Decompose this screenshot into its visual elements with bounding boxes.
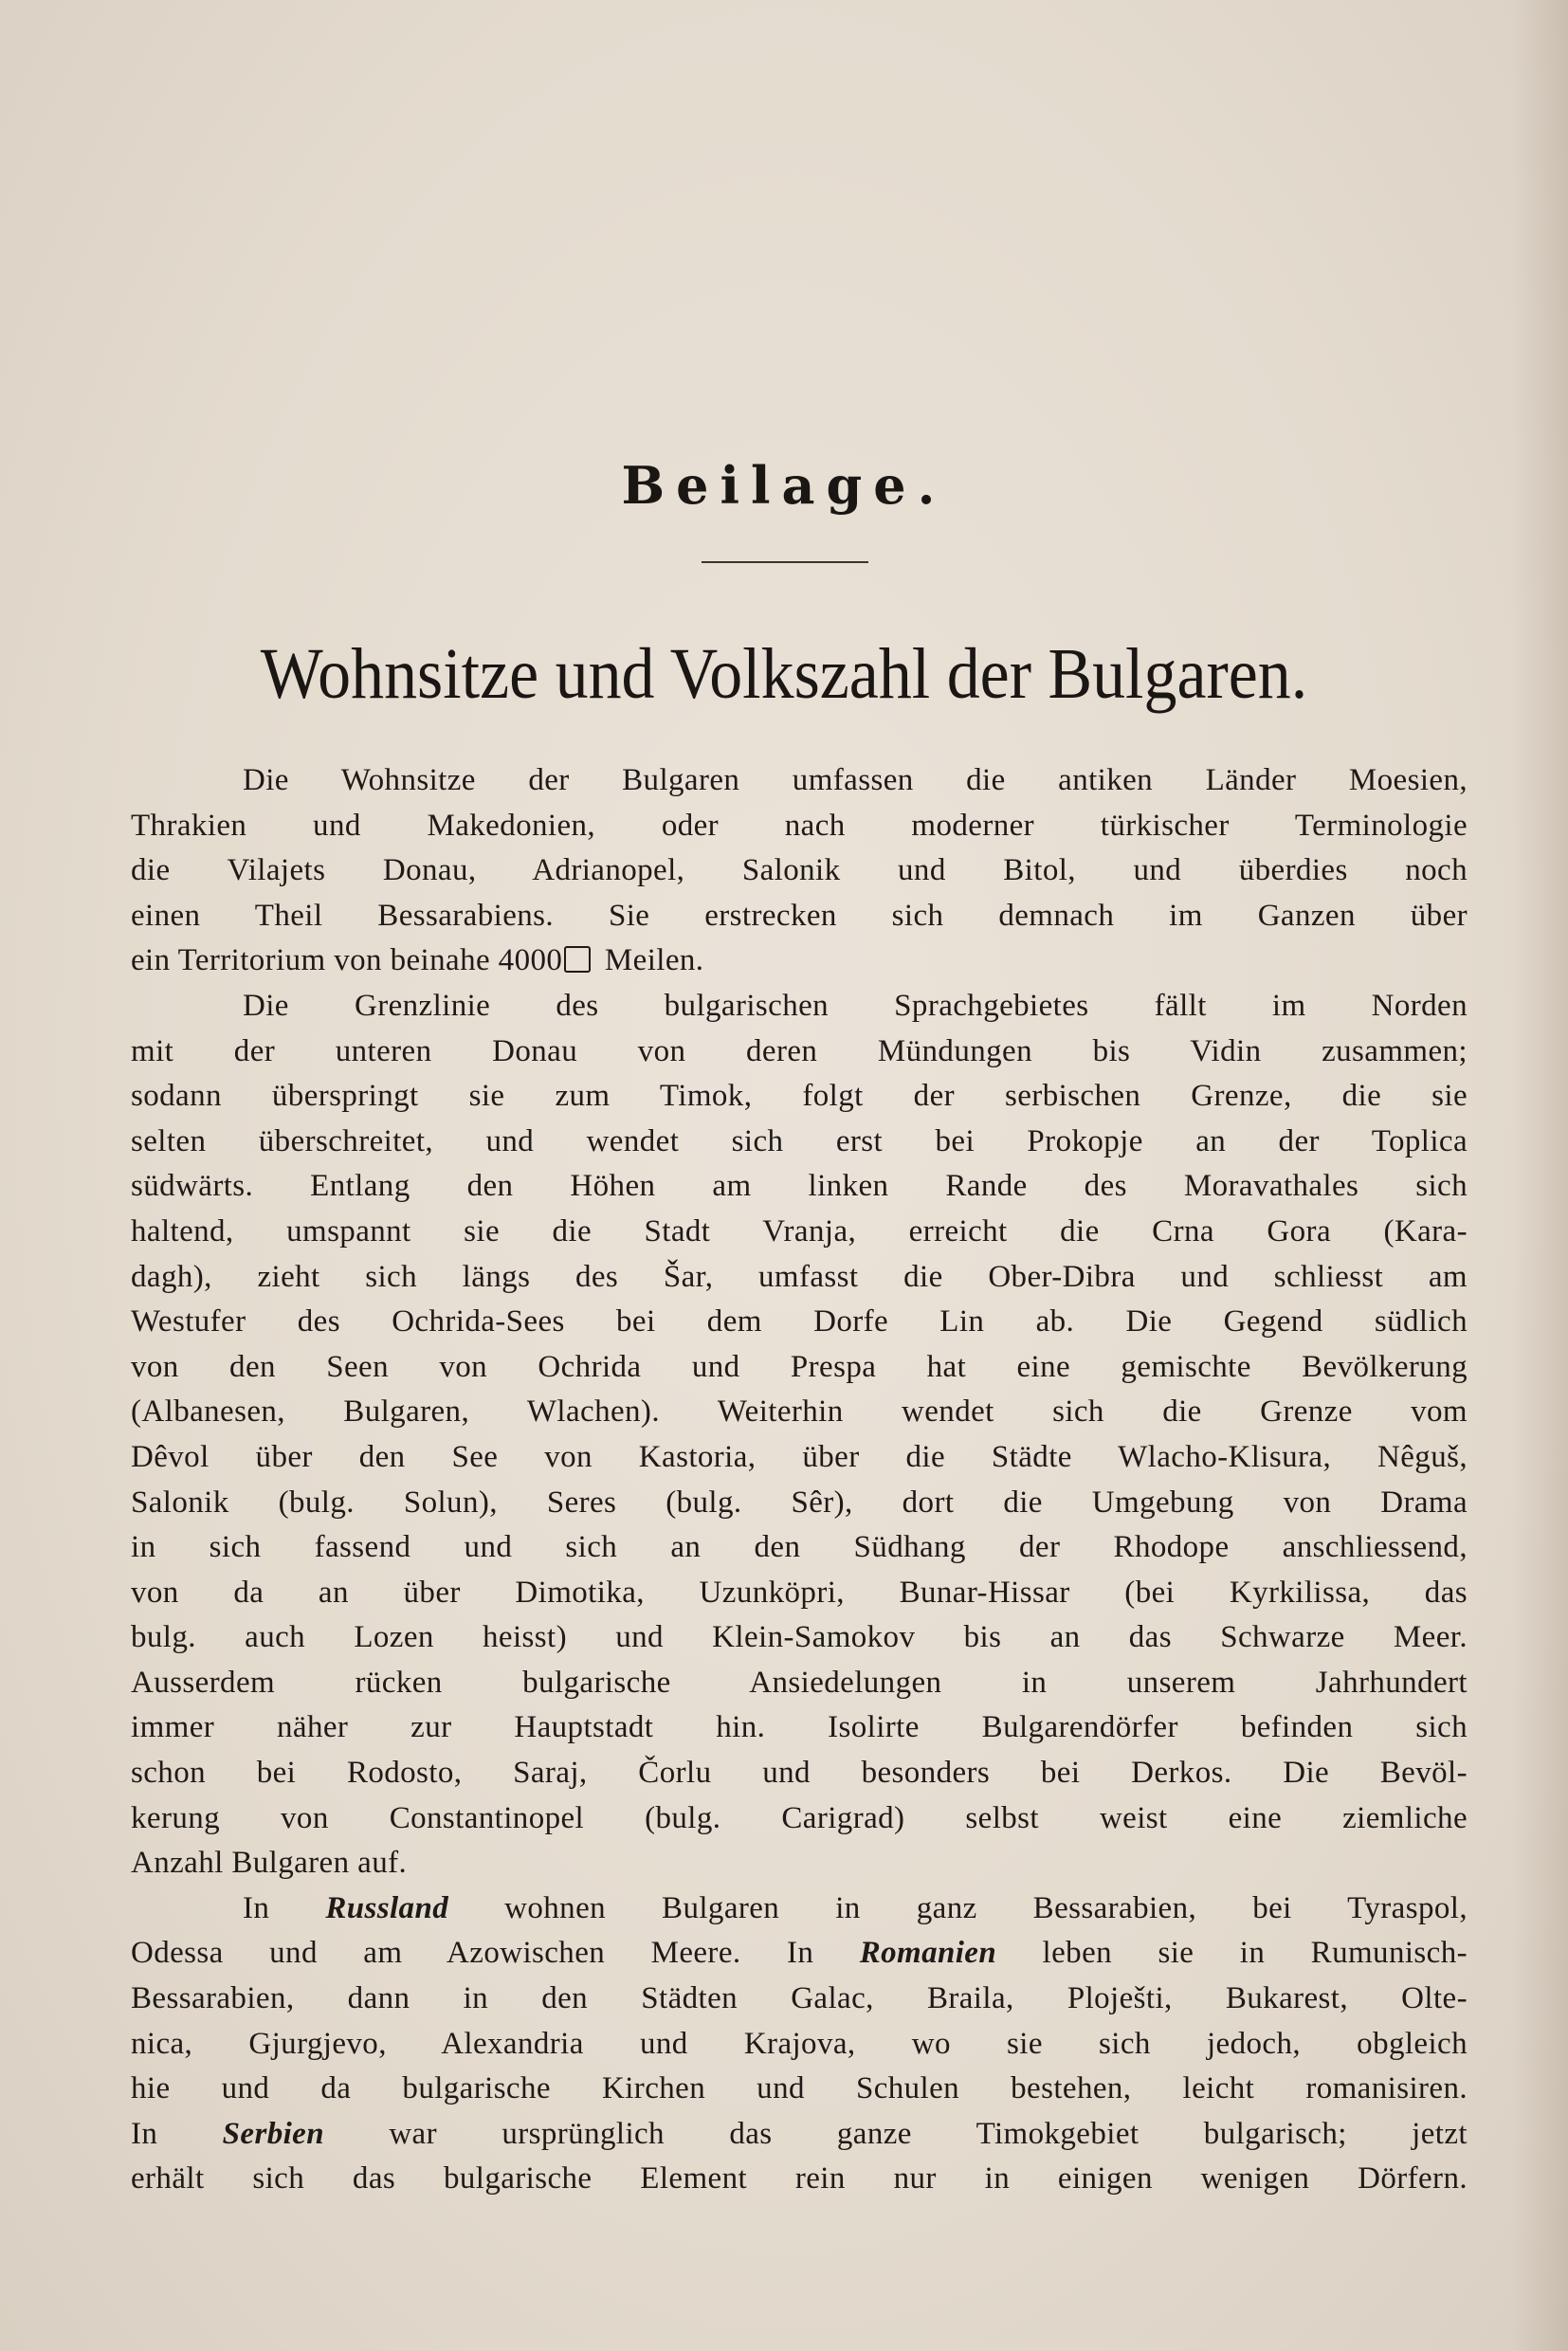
text-line (131, 1435, 1468, 1481)
line-text: immer näher zur Hauptstadt hin. Isolirte Bulgarendörfer befinden sich (131, 1710, 1468, 1745)
text-line (131, 1345, 1468, 1391)
text-line (131, 1931, 1468, 1977)
text-line (131, 1030, 1468, 1075)
line-text: die Vilajets Donau, Adrianopel, Salonik und Bitol, und überdies noch (131, 853, 1468, 888)
text-line (131, 1705, 1468, 1751)
line-text: haltend, umspannt sie die Stadt Vranja, erreicht die Crna Gora (Kara- (131, 1213, 1468, 1248)
line-text: Westufer des Ochrida-Sees bei dem Dorfe Lin ab. Die Gegend südlich (131, 1304, 1468, 1340)
text-line (131, 1977, 1468, 2022)
page-edge-shadow (1511, 0, 1568, 2351)
line-text: sodann überspringt sie zum Timok, folgt der serbischen Grenze, die sie (131, 1079, 1468, 1114)
text-line (131, 1525, 1468, 1571)
text-line (131, 2067, 1468, 2112)
text-line (131, 1120, 1468, 1165)
text-line (131, 758, 1468, 804)
line-text-after: wohnen Bulgaren in ganz Bessarabien, bei Tyraspol, (448, 1890, 1468, 1925)
line-text-after: Meilen. (596, 943, 704, 978)
line-text: kerung von Constantinopel (bulg. Carigrad) selbst weist eine ziemliche (131, 1800, 1468, 1835)
text-line (131, 2022, 1468, 2068)
text-line (131, 1074, 1468, 1120)
square-mile-symbol (564, 946, 591, 973)
line-text: (Albanesen, Bulgaren, Wlachen). Weiterhin wendet sich die Grenze vom (131, 1394, 1468, 1430)
text-line (131, 1615, 1468, 1661)
line-text: Salonik (bulg. Solun), Seres (bulg. Sêr), dort die Umgebung von Drama (131, 1485, 1468, 1520)
line-text: einen Theil Bessarabiens. Sie erstrecken sich demnach im Ganzen über (131, 898, 1468, 933)
text-line (131, 1481, 1468, 1526)
text-line (131, 939, 1468, 984)
text-line (131, 1300, 1468, 1345)
text-line (131, 2112, 1468, 2158)
text-line (131, 1841, 1468, 1886)
text-line (131, 984, 1468, 1030)
line-text: Die Wohnsitze der Bulgaren umfassen die antiken Länder Moesien, (243, 763, 1468, 797)
emphasized-country: Romanien (859, 1936, 997, 1971)
line-text: von den Seen von Ochrida und Prespa hat eine gemischte Bevölkerung (131, 1349, 1468, 1384)
line-text: in sich fassend und sich an den Südhang der Rhodope anschliessend, (131, 1530, 1468, 1565)
line-text: schon bei Rodosto, Saraj, Čorlu und besonders bei Derkos. Die Bevöl- (131, 1756, 1468, 1791)
section-heading: Beilage. (621, 455, 947, 516)
emphasized-country: Serbien (222, 2116, 324, 2151)
heading-rule (702, 561, 868, 563)
text-line (131, 1210, 1468, 1255)
line-text: Die Grenzlinie des bulgarischen Sprachgebietes fällt im Norden (243, 988, 1468, 1023)
text-line (131, 1796, 1468, 1842)
text-line (131, 1255, 1468, 1301)
line-text: mit der unteren Donau von deren Mündungen bis Vidin zusammen; (131, 1033, 1468, 1068)
line-text: selten überschreitet, und wendet sich erst bei Prokopje an der Toplica (131, 1123, 1468, 1158)
text-line (131, 1390, 1468, 1435)
page-title: Wohnsitze und Volkszahl der Bulgaren. (260, 634, 1308, 714)
text-line (131, 2157, 1468, 2202)
line-text: bulg. auch Lozen heisst) und Klein-Samokov bis an das Schwarze Meer. (131, 1620, 1468, 1655)
body-text (131, 758, 1468, 2202)
text-line (131, 894, 1468, 939)
line-text: Bessarabien, dann in den Städten Galac, Braila, Ploješti, Bukarest, Olte- (131, 1981, 1468, 2016)
line-text: südwärts. Entlang den Höhen am linken Rande des Moravathales sich (131, 1169, 1468, 1204)
text-line (131, 1571, 1468, 1616)
line-text: hie und da bulgarische Kirchen und Schulen bestehen, leicht romanisiren. (131, 2071, 1468, 2106)
text-line (131, 1661, 1468, 1706)
text-line (131, 804, 1468, 849)
text-line (131, 1886, 1468, 1932)
line-text-before: In (131, 2116, 223, 2151)
text-line (131, 1751, 1468, 1796)
line-text: von da an über Dimotika, Uzunköpri, Bunar-Hissar (bei Kyrkilissa, das (131, 1575, 1468, 1610)
line-text-before: ein Territorium von beinahe 4000 (131, 943, 563, 978)
line-text: erhält sich das bulgarische Element rein nur in einigen wenigen Dörfern. (131, 2161, 1468, 2196)
line-text: nica, Gjurgjevo, Alexandria und Krajova, wo sie sich jedoch, obgleich (131, 2026, 1468, 2061)
text-line (131, 848, 1468, 894)
line-text-after: war ursprünglich das ganze Timokgebiet bulgarisch; jetzt (323, 2116, 1468, 2151)
line-text-before: Odessa und am Azowischen Meere. In (131, 1936, 860, 1971)
emphasized-country: Russland (325, 1890, 449, 1925)
line-text: Thrakien und Makedonien, oder nach moderner türkischer Terminologie (131, 808, 1468, 843)
line-text: dagh), zieht sich längs des Šar, umfasst die Ober-Dibra und schliesst am (131, 1259, 1468, 1294)
line-text-after: leben sie in Rumunisch- (996, 1936, 1468, 1971)
line-text: Dêvol über den See von Kastoria, über die Städte Wlacho-Klisura, Nêguš, (131, 1439, 1468, 1474)
text-line (131, 1164, 1468, 1210)
line-text-before: In (243, 1890, 326, 1925)
line-text: Ausserdem rücken bulgarische Ansiedelungen in unserem Jahrhundert (131, 1665, 1468, 1700)
line-text: Anzahl Bulgaren auf. (131, 1846, 408, 1881)
